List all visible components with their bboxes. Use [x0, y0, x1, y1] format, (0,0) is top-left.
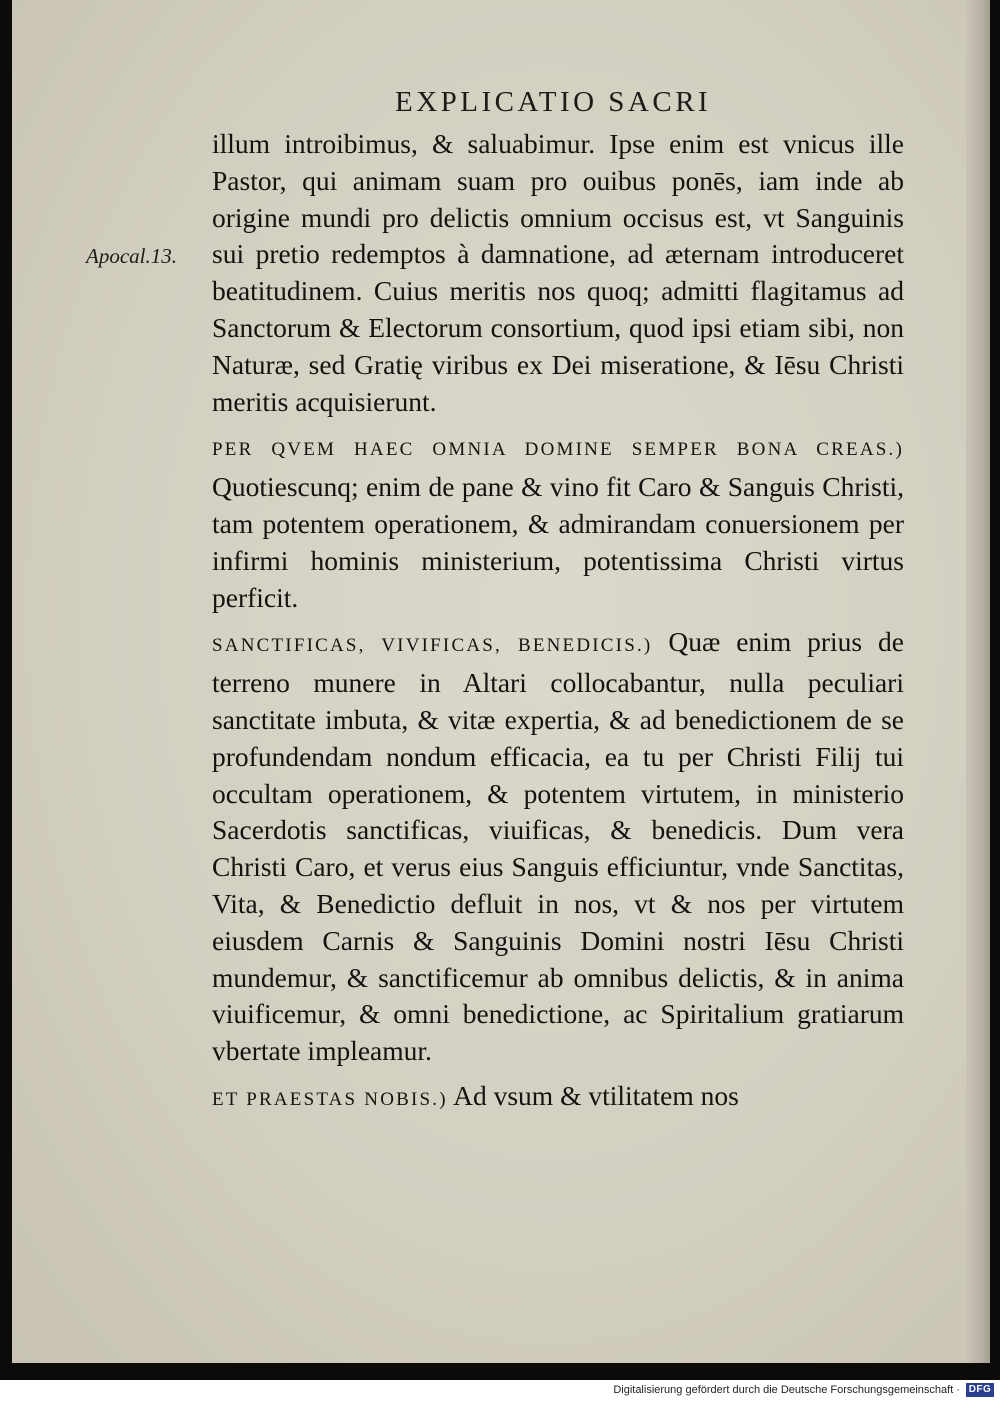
- paragraph-1: [212, 126, 904, 420]
- lemma: PER QVEM HAEC OMNIA DOMINE SEMPER BONA CREAS.): [212, 439, 904, 461]
- paragraph-3: [212, 624, 904, 1070]
- paragraph-text: Ad vsum & vtilitatem nos: [447, 1079, 739, 1111]
- lemma: ET PRAESTAS NOBIS.): [212, 1088, 448, 1110]
- paragraph-2: [212, 428, 904, 616]
- paragraph-text: Quotiescunq; enim de pane & vino fit Caro & Sanguis Christi, tam potentem operationem, & admirandam conuersionem per infirmi hominis ministerium, potentissima Christi virtus perficit.: [212, 471, 904, 613]
- dfg-logo-icon: DFG: [966, 1383, 994, 1397]
- paragraph-text: Quæ enim prius de terreno munere in Altari collocabantur, nulla peculiari sanctitate imbuta, & vitæ expertia, & ad benedictionem de se profundendam nondum efficacia, ea tu per Christi Filij tui occultam operationem, & potentem virtutem, in ministerio Sacerdotis sanctificas, viuificas, & benedicis. Dum vera Christi Caro, et verus eius Sanguis efficiuntur, vnde Sanctitas, Vita, & Benedictio defluit in nos, vt & nos per virtutem eiusdem Carnis & Sanguinis Domini nostri Iēsu Christi mundemur, & sanctificemur ab omnibus delictis, & in anima viuificemur, & omni benedictione, ac Spiritalium gratiarum vbertate impleamur.: [212, 626, 904, 1067]
- body-text: [212, 126, 904, 1119]
- running-head: EXPLICATIO SACRI: [395, 86, 712, 118]
- funding-credit: Digitalisierung gefördert durch die Deutsche Forschungsgemeinschaft ·: [613, 1384, 960, 1396]
- footer-bar: [0, 1380, 1000, 1402]
- paragraph-text: illum introibimus, & saluabimur. Ipse enim est vnicus ille Pastor, qui animam suam pro ouibus ponēs, iam inde ab origine mundi pro delictis omnium occisus est, vt Sanguinis sui pretio redemptos à damnatione, ad æternam introduceret beatitudinem. Cuius meritis nos quoq; admitti flagitamus ad Sanctorum & Electorum consortium, quod ipsi etiam sibi, non Naturæ, sed Gratię viribus ex Dei miseratione, & Iēsu Christi meritis acquisierunt.: [212, 128, 904, 417]
- page-edge: [966, 0, 990, 1363]
- paragraph-4: [212, 1078, 904, 1119]
- marginal-note: Apocal.13.: [86, 244, 177, 268]
- lemma: SANCTIFICAS, VIVIFICAS, BENEDICIS.): [212, 635, 653, 657]
